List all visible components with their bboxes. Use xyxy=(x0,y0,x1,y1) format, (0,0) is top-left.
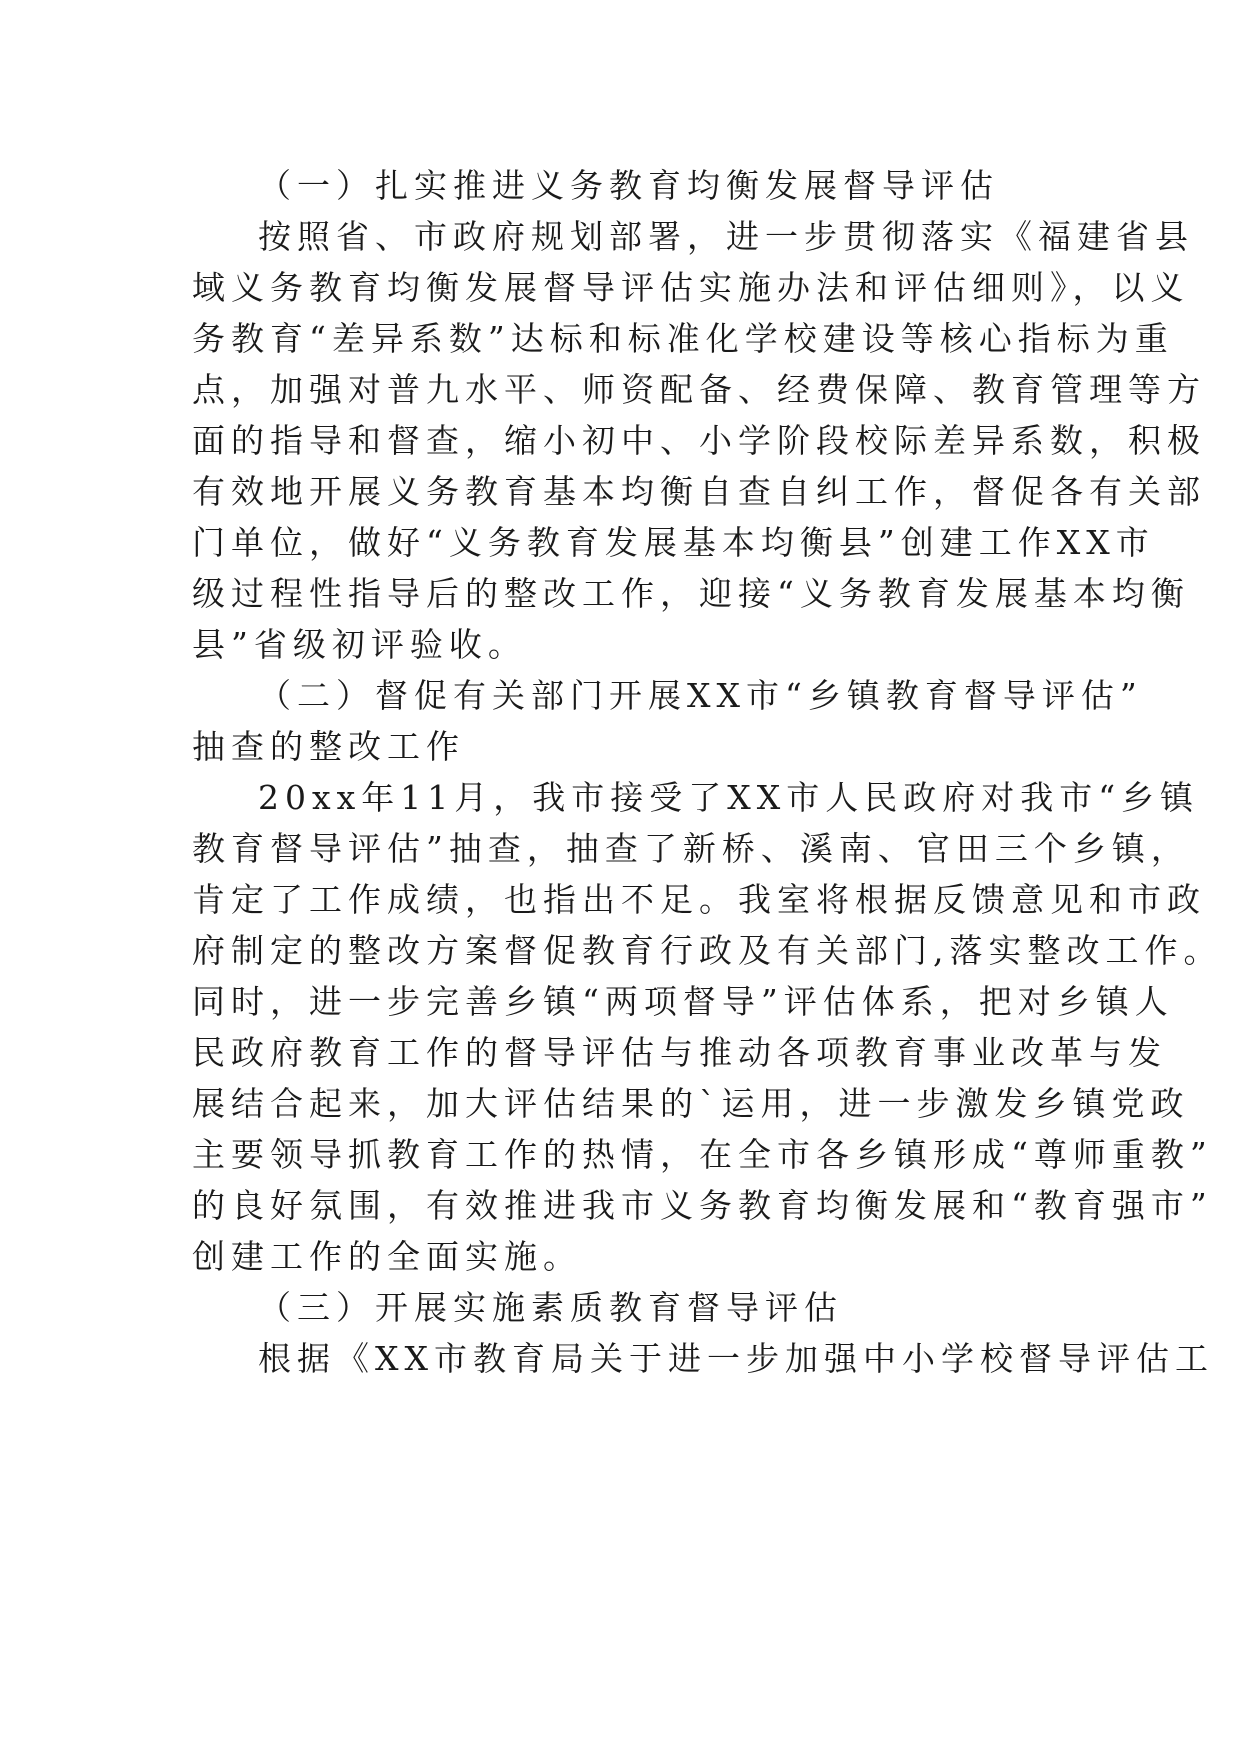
paragraph-line: 府制定的整改方案督促教育行政及有关部门,落实整改工作。 xyxy=(192,931,1223,970)
paragraph-line: 面的指导和督查，缩小初中、小学阶段校际差异系数，积极 xyxy=(192,421,1206,460)
section-heading: （二）督促有关部门开展XX市“乡镇教育督导评估” xyxy=(258,676,1143,715)
paragraph-line: 点，加强对普九水平、师资配备、经费保障、教育管理等方 xyxy=(192,370,1206,409)
paragraph-line: 创建工作的全面实施。 xyxy=(192,1237,582,1276)
paragraph-line: 县”省级初评验收。 xyxy=(192,625,527,664)
section-heading: 抽查的整改工作 xyxy=(192,727,465,766)
paragraph-line: 务教育“差异系数”达标和标准化学校建设等核心指标为重 xyxy=(192,319,1174,358)
section-heading: （一）扎实推进义务教育均衡发展督导评估 xyxy=(258,166,999,205)
section-heading: （三）开展实施素质教育督导评估 xyxy=(258,1288,843,1327)
paragraph-line: 同时，进一步完善乡镇“两项督导”评估体系，把对乡镇人 xyxy=(192,982,1174,1021)
paragraph-line: 有效地开展义务教育基本均衡自查自纠工作，督促各有关部 xyxy=(192,472,1206,511)
document-body xyxy=(192,160,1223,1384)
paragraph-line: 肯定了工作成绩，也指出不足。我室将根据反馈意见和市政 xyxy=(192,880,1206,919)
paragraph-line: 根据《XX市教育局关于进一步加强中小学校督导评估工 xyxy=(258,1339,1214,1378)
paragraph-line: 民政府教育工作的督导评估与推动各项教育事业改革与发 xyxy=(192,1033,1167,1072)
paragraph-line: 主要领导抓教育工作的热情，在全市各乡镇形成“尊师重教” xyxy=(192,1135,1213,1174)
paragraph-line: 域义务教育均衡发展督导评估实施办法和评估细则》，以义 xyxy=(192,268,1190,307)
paragraph-line: 级过程性指导后的整改工作，迎接“义务教育发展基本均衡 xyxy=(192,574,1190,613)
paragraph-line: 按照省、市政府规划部署，进一步贯彻落实《福建省县 xyxy=(258,217,1194,256)
paragraph-line: 教育督导评估”抽查，抽查了新桥、溪南、官田三个乡镇， xyxy=(192,829,1190,868)
paragraph-line: 20xx年11月，我市接受了XX市人民政府对我市“乡镇 xyxy=(258,778,1200,817)
paragraph-line: 展结合起来，加大评估结果的`运用，进一步激发乡镇党政 xyxy=(192,1084,1190,1123)
paragraph-line: 门单位，做好“义务教育发展基本均衡县”创建工作XX市 xyxy=(192,523,1155,562)
paragraph-line: 的良好氛围，有效推进我市义务教育均衡发展和“教育强市” xyxy=(192,1186,1213,1225)
